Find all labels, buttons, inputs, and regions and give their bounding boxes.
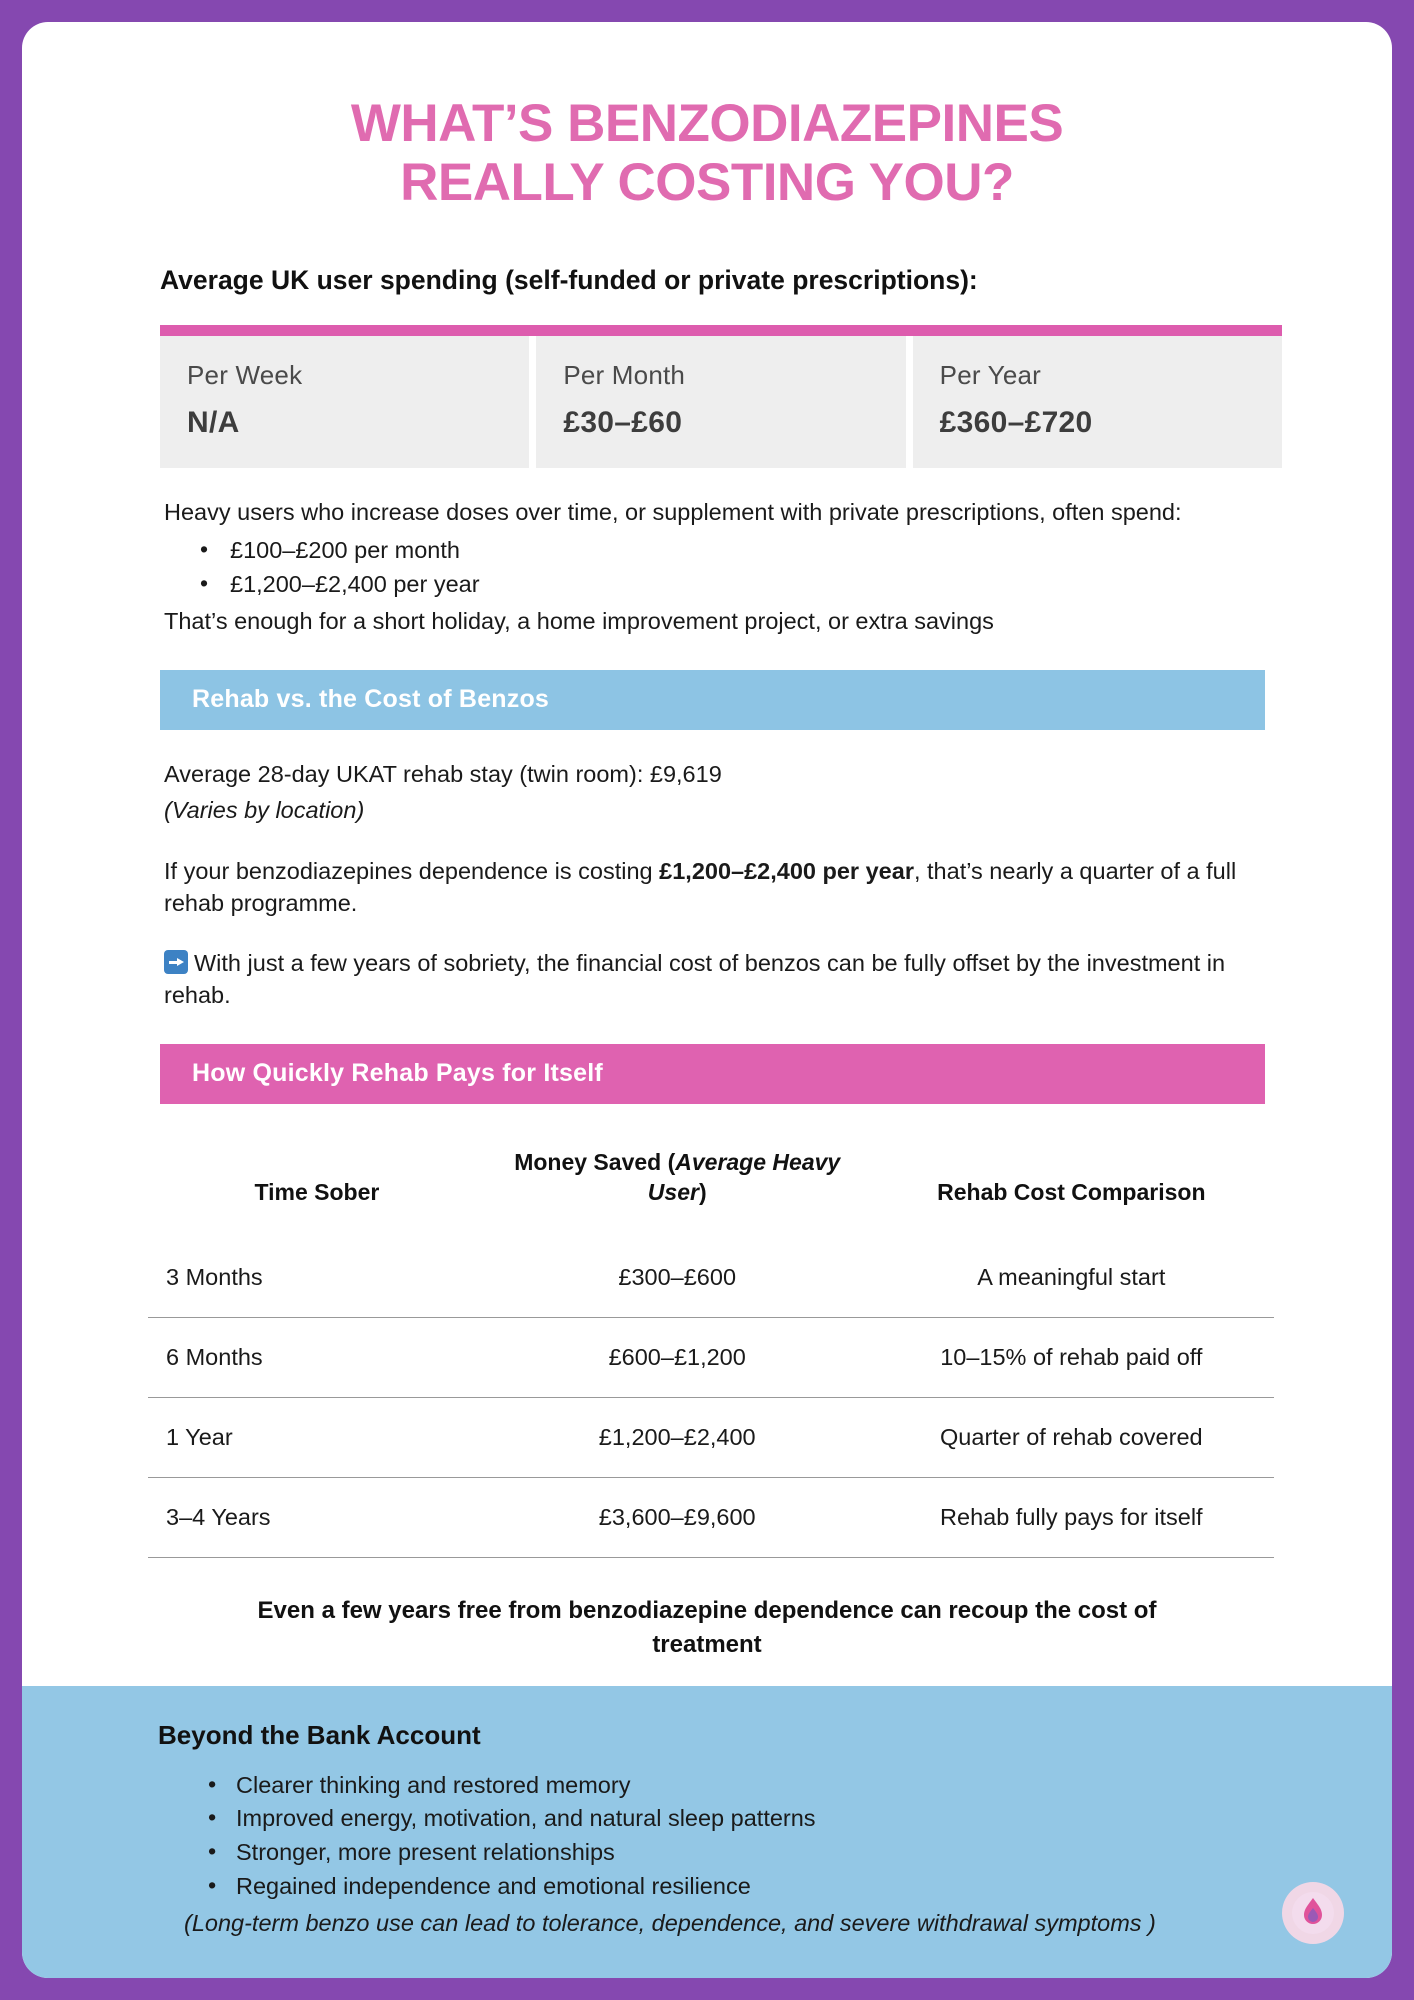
cell-comparison: 10–15% of rehab paid off bbox=[869, 1318, 1274, 1398]
list-item: • Stronger, more present relationships bbox=[208, 1836, 1392, 1870]
cell-time: 3 Months bbox=[166, 1264, 263, 1291]
title-line-2: REALLY COSTING YOU? bbox=[400, 153, 1014, 213]
payback-summary: Even a few years free from benzodiazepine dependence can recoup the cost of treatment bbox=[257, 1597, 1157, 1658]
spend-cards bbox=[160, 336, 1282, 468]
cell-money: £3,600–£9,600 bbox=[486, 1478, 869, 1558]
card-label-month: Per Month bbox=[563, 359, 686, 390]
money-header-italic: Average Heavy User bbox=[647, 1149, 841, 1206]
footer-benefits-list bbox=[22, 1769, 1392, 1903]
payback-table-wrap bbox=[148, 1138, 1274, 1558]
cell-comparison: Rehab fully pays for itself bbox=[869, 1478, 1274, 1558]
money-header-suffix: ) bbox=[698, 1179, 707, 1206]
title-line-1: WHAT’S BENZODIAZEPINES bbox=[350, 94, 1064, 153]
list-item: • £100–£200 per month bbox=[164, 534, 1252, 568]
spend-cards-section bbox=[160, 325, 1282, 468]
comparison-bold-amount: £1,200–£2,400 per year bbox=[659, 857, 914, 884]
heavy-users-bullets bbox=[164, 534, 1252, 601]
heavy-users-closing: That’s enough for a short holiday, a home improvement project, or extra savings bbox=[164, 608, 994, 635]
column-header-rehab-comparison: Rehab Cost Comparison bbox=[937, 1179, 1206, 1206]
cell-comparison: Quarter of rehab covered bbox=[869, 1398, 1274, 1478]
payback-table bbox=[148, 1138, 1274, 1558]
comparison-suffix: , that’s nearly a quarter of a full rehab programme. bbox=[164, 857, 1237, 916]
card-value-year: £360–£720 bbox=[939, 405, 1093, 439]
list-item: • Clearer thinking and restored memory bbox=[208, 1769, 1392, 1803]
cards-accent-bar bbox=[160, 325, 1282, 336]
footer-title: Beyond the Bank Account bbox=[158, 1719, 481, 1750]
column-header-money-saved bbox=[486, 1138, 869, 1238]
table-row bbox=[148, 1398, 1274, 1478]
list-item: • Improved energy, motivation, and natural sleep patterns bbox=[208, 1802, 1392, 1836]
heavy-users-intro: Heavy users who increase doses over time, or supplement with private prescriptions, often spend: bbox=[164, 498, 1182, 525]
table-head bbox=[148, 1138, 1274, 1238]
card-label-week: Per Week bbox=[187, 359, 303, 390]
rehab-offset-paragraph bbox=[164, 947, 1252, 1011]
card-label-year: Per Year bbox=[939, 359, 1042, 390]
cell-time: 6 Months bbox=[148, 1318, 486, 1398]
card-value-month: £30–£60 bbox=[563, 405, 683, 439]
right-arrow-icon bbox=[164, 950, 188, 974]
spending-subtitle: Average UK user spending (self-funded or private prescriptions): bbox=[160, 264, 978, 295]
payback-banner: How Quickly Rehab Pays for Itself bbox=[160, 1044, 1265, 1104]
table-body bbox=[148, 1238, 1274, 1558]
offset-text: With just a few years of sobriety, the financial cost of benzos can be fully offset by the investment in rehab. bbox=[164, 950, 1226, 1009]
rehab-cost-section bbox=[22, 758, 1392, 1011]
table-row bbox=[148, 1238, 1274, 1318]
page-title bbox=[22, 22, 1392, 213]
spend-card-month bbox=[536, 336, 905, 468]
cell-time: 1 Year bbox=[148, 1398, 486, 1478]
infographic-page bbox=[22, 22, 1392, 1978]
beyond-bank-account-section bbox=[22, 1686, 1392, 1978]
rehab-comparison-paragraph bbox=[164, 855, 1252, 919]
cell-money: £1,200–£2,400 bbox=[486, 1398, 869, 1478]
cell-money: £300–£600 bbox=[618, 1264, 737, 1291]
footer-note: (Long-term benzo use can lead to tolerance, dependence, and severe withdrawal symptoms ) bbox=[184, 1910, 1156, 1937]
rehab-vs-cost-banner: Rehab vs. the Cost of Benzos bbox=[160, 670, 1265, 730]
list-item: • Regained independence and emotional resilience bbox=[208, 1870, 1392, 1904]
spend-card-year bbox=[913, 336, 1282, 468]
table-row bbox=[148, 1318, 1274, 1398]
ukat-logo-icon bbox=[1282, 1882, 1344, 1944]
column-header-time-sober: Time Sober bbox=[254, 1179, 380, 1206]
card-value-week: N/A bbox=[187, 405, 240, 439]
cell-time: 3–4 Years bbox=[148, 1478, 486, 1558]
money-header-prefix: Money Saved ( bbox=[514, 1149, 676, 1176]
rehab-stay-line: Average 28-day UKAT rehab stay (twin room): £9,619 bbox=[164, 761, 722, 788]
table-row bbox=[148, 1478, 1274, 1558]
spend-card-week bbox=[160, 336, 529, 468]
rehab-varies-note: (Varies by location) bbox=[164, 797, 365, 824]
table-header-row bbox=[148, 1138, 1274, 1238]
cell-comparison: A meaningful start bbox=[977, 1264, 1166, 1291]
heavy-users-section bbox=[22, 496, 1392, 638]
cell-money: £600–£1,200 bbox=[486, 1318, 869, 1398]
list-item: • £1,200–£2,400 per year bbox=[164, 568, 1252, 602]
comparison-prefix: If your benzodiazepines dependence is costing bbox=[164, 857, 660, 884]
